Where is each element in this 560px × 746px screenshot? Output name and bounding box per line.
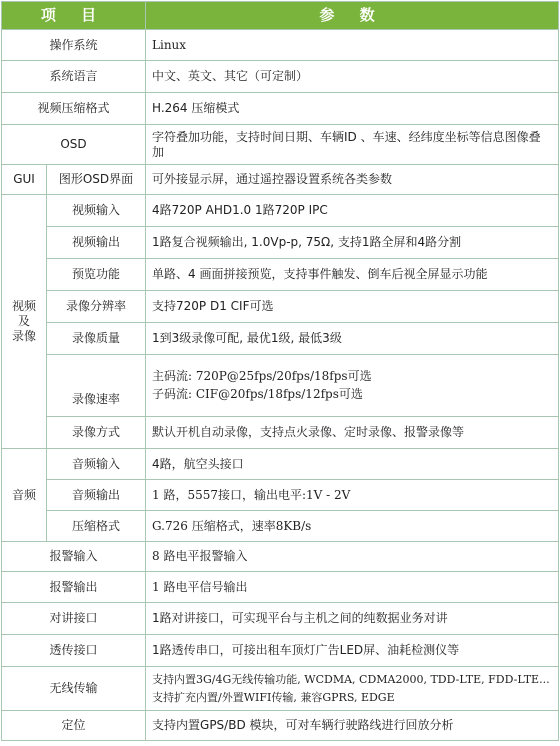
row-name: 压缩格式 [47,511,146,542]
row-value [146,355,559,417]
row-name: 透传接口 [2,635,146,667]
row-value: 支持720P D1 CIF可选 [146,291,559,323]
row-name: 视频压缩格式 [2,93,146,125]
row-name: 定位 [2,711,146,741]
row-value: 中文、英文、其它（可定制） [146,61,559,93]
header-param: 参 数 [146,2,559,30]
table-row [2,449,559,480]
table-row [2,542,559,572]
category-audio: 音频 [2,449,47,542]
table-row [2,603,559,635]
table-row [2,125,559,165]
row-name: 录像方式 [47,417,146,449]
category-video-line: 录像 [11,329,36,343]
row-value: 单路、4 画面拼接预览，支持事件触发、倒车后视全屏显示功能 [146,259,559,291]
row-name: 录像速率 [47,355,146,417]
row-name: 音频输出 [47,480,146,511]
row-name: 视频输出 [47,227,146,259]
row-name: 报警输入 [2,542,146,572]
row-value: H.264 压缩模式 [146,93,559,125]
row-name: 图形OSD界面 [47,165,146,195]
table-row [2,511,559,542]
table-row [2,291,559,323]
category-video [2,195,47,449]
row-value: 4路720P AHD1.0 1路720P IPC [146,195,559,227]
table-row [2,30,559,61]
spec-table [1,1,559,741]
row-value: 支持内置GPS/BD 模块，可对车辆行驶路线进行回放分析 [146,711,559,741]
row-value: 1路对讲接口，可实现平台与主机之间的纯数据业务对讲 [146,603,559,635]
row-value: 可外接显示屏，通过遥控器设置系统各类参数 [146,165,559,195]
row-value: 字符叠加功能，支持时间日期、车辆ID 、车速、经纬度坐标等信息图像叠加 [146,125,559,165]
table-row [2,227,559,259]
row-value: 1 路，5557接口，输出电平:1V - 2V [146,480,559,511]
table-row [2,635,559,667]
row-name: 预览功能 [47,259,146,291]
row-name: 对讲接口 [2,603,146,635]
row-value-line: 支持内置3G/4G无线传输功能, WCDMA, CDMA2000, TDD-LTE, FDD-LTE... [152,673,550,686]
table-row [2,259,559,291]
row-name: 录像分辨率 [47,291,146,323]
row-value: 8 路电平报警输入 [146,542,559,572]
category-video-line: 视频 [11,299,36,313]
row-value: G.726 压缩格式，速率8KB/s [146,511,559,542]
row-value: 默认开机自动录像，支持点火录像、定时录像、报警录像等 [146,417,559,449]
table-row [2,355,559,417]
row-value: 1路透传串口，可接出租车顶灯广告LED屏、油耗检测仪等 [146,635,559,667]
row-value-line: 子码流: CIF@20fps/18fps/12fps可选 [152,387,363,401]
row-name: 无线传输 [2,667,146,711]
row-value-line: 主码流: 720P@25fps/20fps/18fps可选 [152,369,372,383]
row-value [146,667,559,711]
row-name: 音频输入 [47,449,146,480]
table-row [2,711,559,741]
table-row [2,417,559,449]
table-row [2,165,559,195]
row-name: 操作系统 [2,30,146,61]
row-value: 1到3级录像可配, 最优1级, 最低3级 [146,323,559,355]
row-name: 系统语言 [2,61,146,93]
table-row [2,195,559,227]
table-row [2,667,559,711]
row-name: 视频输入 [47,195,146,227]
category-gui: GUI [2,165,47,195]
row-value: Linux [146,30,559,61]
header-item: 项 目 [2,2,146,30]
table-row [2,93,559,125]
table-row [2,572,559,603]
table-row [2,61,559,93]
row-value: 1路复合视频输出, 1.0Vp-p, 75Ω, 支持1路全屏和4路分割 [146,227,559,259]
row-value-line: 支持扩充内置/外置WIFI传输, 兼容GPRS, EDGE [152,691,395,704]
table-row [2,323,559,355]
header-row [2,2,559,30]
row-name: 报警输出 [2,572,146,603]
row-value: 4路，航空头接口 [146,449,559,480]
row-name: 录像质量 [47,323,146,355]
row-value: 1 路电平信号输出 [146,572,559,603]
category-video-line: 及 [17,314,30,328]
row-name: OSD [2,125,146,165]
table-row [2,480,559,511]
